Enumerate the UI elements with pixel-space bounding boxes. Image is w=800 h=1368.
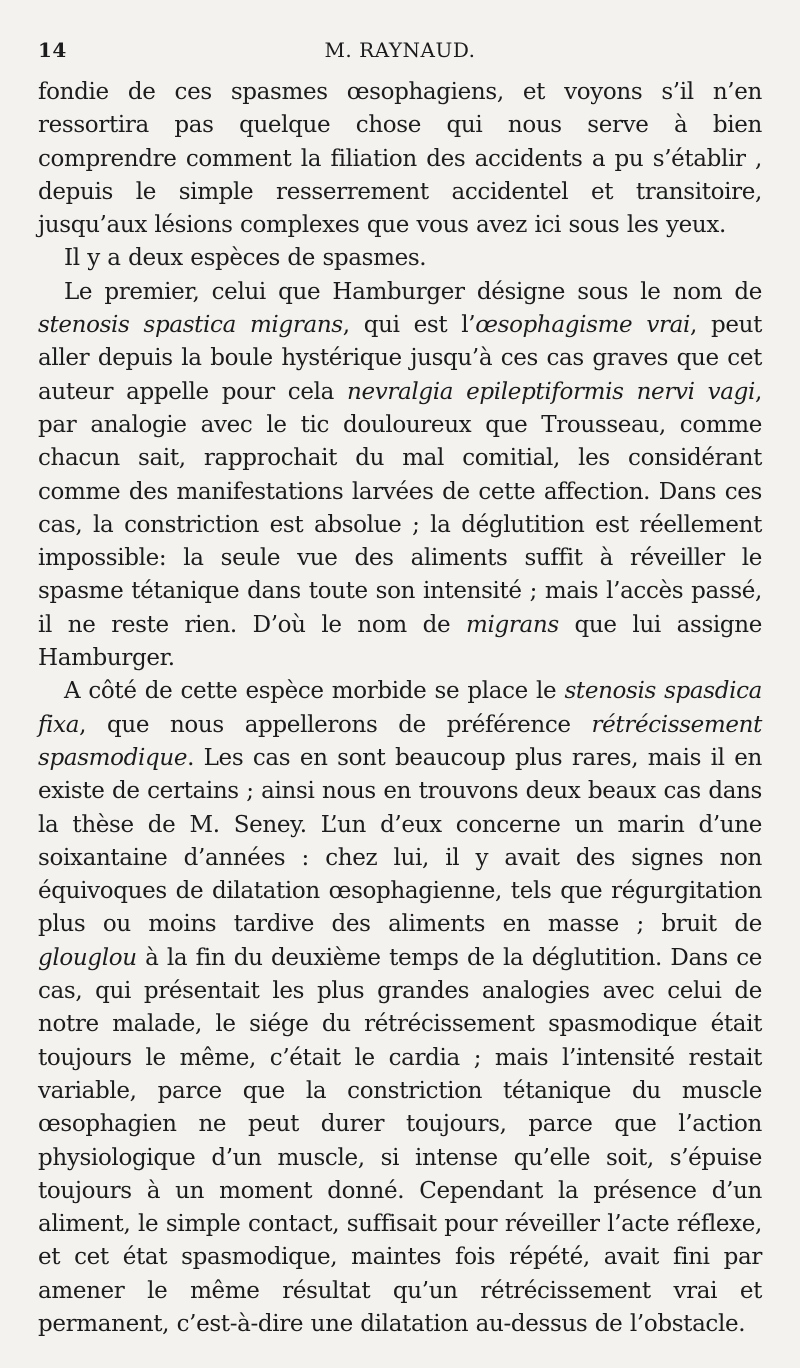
- paragraph: [38, 276, 762, 676]
- body-text: [38, 76, 762, 1341]
- text-segment: . Les cas en sont beaucoup plus rares, mais il en existe de certains ; ainsi nous en trouvons deux beaux cas dans la thèse de M. Seney. L’un d’eux concerne un marin d’une soixantaine d’années : chez lui, il y avait des signes non équivoques de dilatation œsophagienne, tels que régurgitation plus ou moins tardive des aliments en masse ; bruit de: [38, 744, 762, 938]
- paragraph: [38, 242, 762, 275]
- italic-term: œsophagisme vrai: [475, 312, 690, 339]
- running-head: M. RAYNAUD.: [324, 38, 476, 62]
- text-segment: que lui assigne Hamburger.: [38, 611, 763, 672]
- italic-term: stenosis spastica migrans: [38, 312, 343, 339]
- text-segment: , que nous appellerons de préférence: [79, 711, 592, 738]
- italic-term: glouglou: [38, 944, 137, 971]
- italic-term: migrans: [466, 611, 559, 638]
- italic-term: rétrécissement spasmodique: [38, 711, 762, 771]
- text-segment: Le premier, celui que Hamburger désigne sous le nom de: [64, 278, 762, 305]
- text-segment: Il y a deux espèces de spasmes.: [64, 245, 427, 272]
- text-segment: fondie de ces spasmes œsophagiens, et voyons s’il n’en ressortira pas quelque chose qui nous serve à bien comprendre comment la filiation des accidents a pu s’établir , depuis le simple resserrement accidentel et transitoire, jusqu’aux lésions complexes que vous avez ici sous les yeux.: [38, 79, 762, 239]
- text-segment: , qui est l’: [342, 312, 476, 339]
- book-page: [38, 30, 762, 1340]
- italic-term: stenosis spasdica fixa: [38, 678, 763, 738]
- text-segment: , peut aller depuis la boule hystérique jusqu’à ces cas graves que cet auteur appelle pour cela: [38, 312, 762, 405]
- text-segment: à la fin du deuxième temps de la déglutition. Dans ce cas, qui présentait les plus grandes analogies avec celui de notre malade, le siége du rétrécissement spasmodique était toujours le même, c’était le cardia ; mais l’intensité restait variable, parce que la constriction tétanique du muscle œsophagien ne peut durer toujours, parce que l’action physiologique d’un muscle, si intense qu’elle soit, s’épuise toujours à un moment donné. Cependant la présence d’un aliment, le simple contact, suffisait pour réveiller l’acte réflexe, et cet état spasmodique, maintes fois répété, avait fini par amener le même résultat qu’un rétrécissement vrai et permanent, c’est-à-dire une dilatation au-dessus de l’obstacle.: [38, 944, 762, 1337]
- text-segment: A côté de cette espèce morbide se place le: [64, 678, 565, 705]
- paragraph: [38, 675, 762, 1341]
- text-segment: , par analogie avec le tic douloureux que Trousseau, comme chacun sait, rapprochait du mal comitial, les considérant comme des manifestations larvées de cette affection. Dans ces cas, la constriction est absolue ; la déglutition est réellement impossible: la seule vue des aliments suffit à réveiller le spasme tétanique dans toute son intensité ; mais l’accès passé, il ne reste rien. D’où le nom de: [38, 378, 762, 638]
- paragraph: [38, 76, 762, 242]
- italic-term: nevralgia epileptiformis nervi vagi: [347, 378, 756, 405]
- page-header: [38, 30, 762, 76]
- page-number: 14: [38, 38, 67, 62]
